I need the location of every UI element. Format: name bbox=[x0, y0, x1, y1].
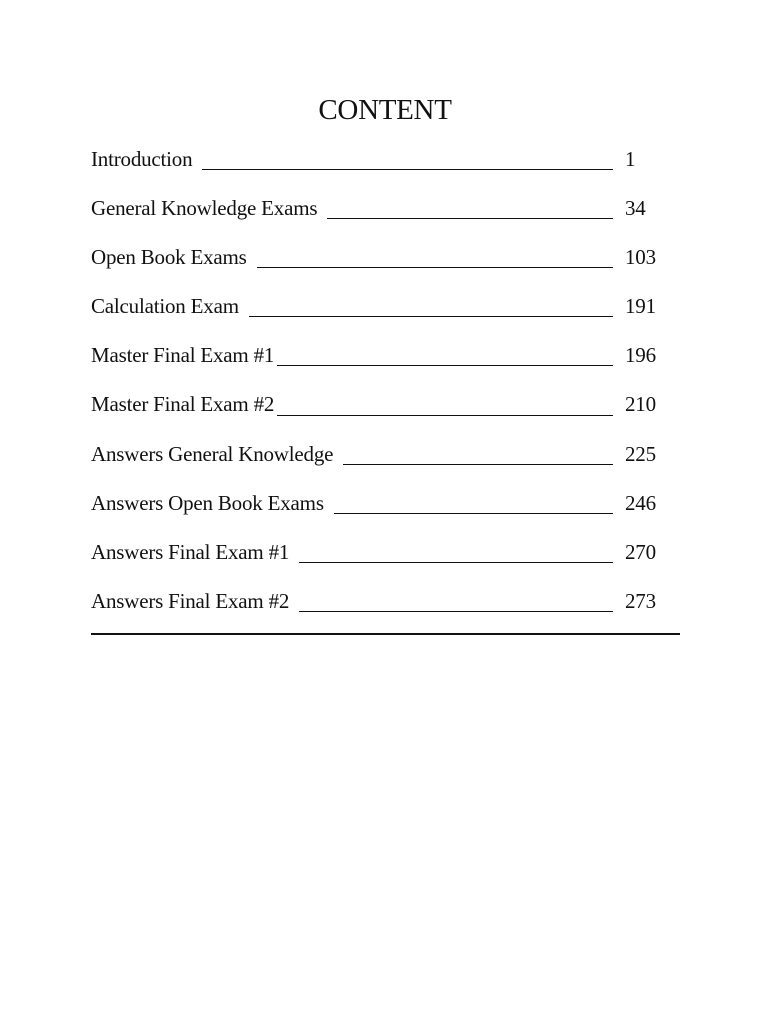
toc-entry-page: 191 bbox=[625, 294, 656, 319]
bottom-rule-divider bbox=[91, 633, 680, 635]
toc-entry-label: Answers Open Book Exams bbox=[91, 490, 324, 515]
toc-leader-line bbox=[343, 464, 613, 465]
toc-entry-label: Master Final Exam #2 bbox=[91, 392, 275, 417]
toc-entry bbox=[91, 585, 681, 634]
toc-entry bbox=[91, 438, 681, 487]
toc-entry-page: 273 bbox=[625, 588, 656, 613]
toc-entry-label: Answers Final Exam #2 bbox=[91, 588, 290, 613]
toc-entry bbox=[91, 536, 681, 585]
toc-leader-line bbox=[277, 365, 613, 366]
toc-entry-label: Calculation Exam bbox=[91, 294, 239, 319]
toc-entry-page: 246 bbox=[625, 490, 656, 515]
table-of-contents bbox=[91, 143, 681, 634]
toc-entry bbox=[91, 241, 681, 290]
toc-entry-label: General Knowledge Exams bbox=[91, 196, 318, 221]
toc-entry bbox=[91, 290, 681, 339]
toc-entry-page: 103 bbox=[625, 245, 656, 270]
page-title: CONTENT bbox=[318, 94, 452, 126]
toc-leader-line bbox=[334, 513, 613, 514]
toc-entry-page: 270 bbox=[625, 539, 656, 564]
toc-entry bbox=[91, 143, 681, 192]
toc-entry-label: Answers General Knowledge bbox=[91, 441, 334, 466]
toc-entry bbox=[91, 339, 681, 388]
toc-leader-line bbox=[249, 316, 613, 317]
toc-entry-page: 210 bbox=[625, 392, 656, 417]
toc-entry-page: 34 bbox=[625, 196, 646, 221]
toc-entry bbox=[91, 388, 681, 437]
toc-entry-page: 225 bbox=[625, 441, 656, 466]
toc-leader-line bbox=[277, 415, 613, 416]
toc-leader-line bbox=[327, 218, 613, 219]
toc-entry-page: 1 bbox=[625, 147, 636, 171]
toc-leader-line bbox=[299, 611, 613, 612]
toc-leader-line bbox=[257, 267, 613, 268]
toc-leader-line bbox=[202, 169, 613, 170]
toc-entry-label: Answers Final Exam #1 bbox=[91, 539, 290, 564]
toc-entry-label: Introduction bbox=[91, 147, 193, 171]
toc-leader-line bbox=[299, 562, 613, 563]
toc-entry-page: 196 bbox=[625, 343, 656, 368]
toc-entry-label: Open Book Exams bbox=[91, 245, 247, 270]
toc-entry bbox=[91, 487, 681, 536]
toc-entry bbox=[91, 192, 681, 241]
toc-entry-label: Master Final Exam #1 bbox=[91, 343, 275, 368]
